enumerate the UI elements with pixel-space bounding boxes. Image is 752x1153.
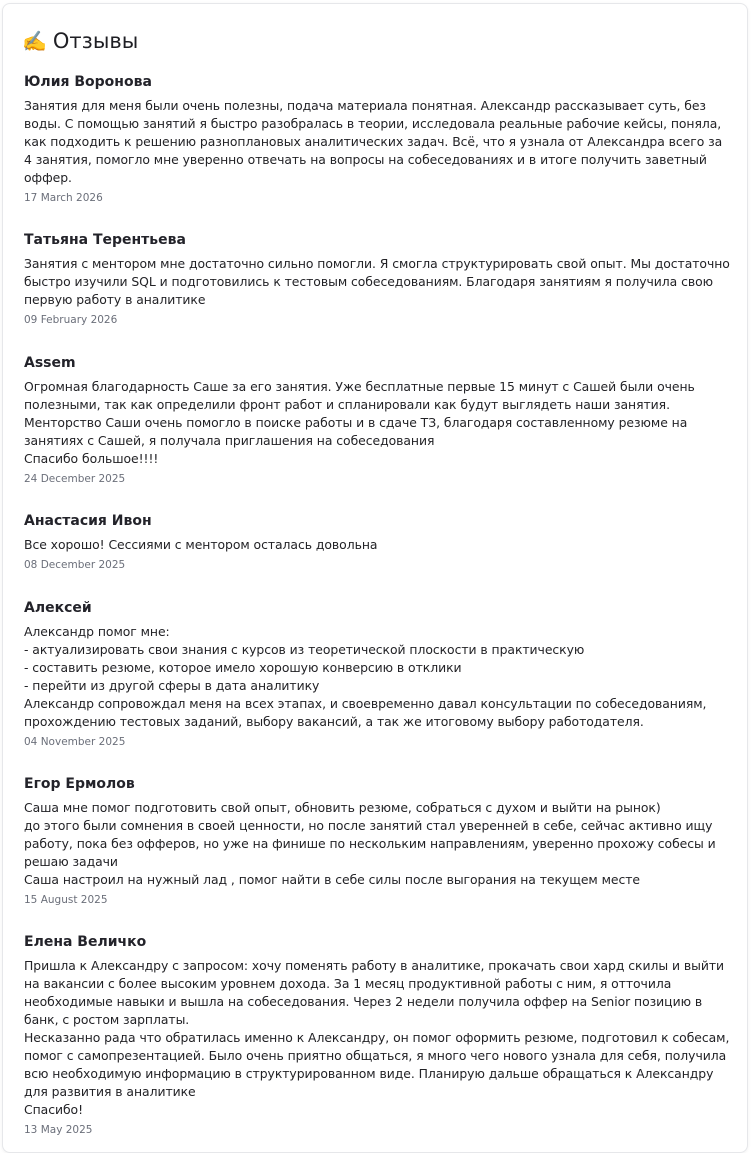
review-date: 24 December 2025 (24, 473, 126, 485)
review-item (24, 933, 732, 1137)
review-text: Александр помог мне: - актуализировать свои знания с курсов из теоретической плоскости в практическую - составить резюме, которое имело хорошую конверсию в отклики - перейти из другой сферы в дата аналитику Александр сопровождал меня на всех этапах, и своевременно давал консультации по собеседованиям, прохождению тестовых заданий, выбору вакансий, а так же итоговому выбору работодателя. (24, 624, 707, 729)
review-text: Саша мне помог подготовить свой опыт, обновить резюме, собраться с духом и выйти на рынок) до этого были сомнения в своей ценности, но после занятий стал уверенней в себе, сейчас активно ищу работу, пока без офферов, но уже на финише по нескольким направлениям, уверенно прохожу собесы и решаю задачи Саша настроил на нужный лад , помог найти в себе силы после выгорания на текущем месте (24, 800, 716, 887)
review-author: Юлия Воронова (24, 74, 152, 90)
review-date: 17 March 2026 (24, 192, 103, 204)
review-date: 13 May 2025 (24, 1124, 93, 1136)
review-author: Егор Ермолов (24, 776, 135, 792)
review-text: Огромная благодарность Саше за его занятия. Уже бесплатные первые 15 минут с Сашей были очень полезными, так как определили фронт работ и спланировали как будут выглядеть наши занятия. Менторство Саши очень помогло в поиске работы и в сдаче ТЗ, благодаря составленному резюме на занятиях с Сашей, я получала приглашения на собеседования Спасибо большое!!!! (24, 379, 695, 466)
review-item (24, 354, 732, 486)
review-text: Занятия для меня были очень полезны, подача материала понятная. Александр рассказывает суть, без воды. С помощью занятий я быстро разобралась в теории, исследовала реальные рабочие кейсы, поняла, как подходить к решению разноплановых аналитических задач. Всё, что я узнала от Александра всего за 4 занятия, помогло мне уверенно отвечать на вопросы на собеседованиях и в итоге получить заветный оффер. (24, 98, 723, 185)
review-item (24, 231, 732, 327)
review-item (24, 775, 732, 907)
review-author: Assem (24, 355, 76, 371)
review-text: Все хорошо! Сессиями с ментором осталась довольна (24, 537, 378, 552)
review-date: 09 February 2026 (24, 314, 118, 326)
section-title: Отзывы (52, 29, 139, 53)
review-text: Занятия с ментором мне достаточно сильно помогли. Я смогла структурировать свой опыт. Мы достаточно быстро изучили SQL и подготовились к тестовым собеседованиям. Благодаря занятиям я получила свою первую работу в аналитике (24, 256, 730, 307)
review-author: Татьяна Терентьева (24, 232, 186, 248)
review-item (24, 73, 732, 205)
review-date: 08 December 2025 (24, 559, 126, 571)
review-text: Пришла к Александру с запросом: хочу поменять работу в аналитике, прокачать свои хард скилы и выйти на вакансии с более высоким уровнем дохода. За 1 месяц продуктивной работы с ним, я отточила необходимые навыки и вышла на собеседования. Через 2 недели получила оффер на Senior позицию в банк, с ростом зарплаты. Несказанно рада что обратилась именно к Александру, он помог оформить резюме, подготовил к собесам, помог с самопрезентацией. Было очень приятно общаться, я много чего нового узнала для себя, получила всю необходимую информацию в структурированном виде. Планирую дальше обращаться к Александру для развития в аналитике Спасибо! (24, 958, 730, 1117)
writing-hand-icon: ✍️ (22, 29, 47, 53)
review-date: 04 November 2025 (24, 736, 126, 748)
review-author: Елена Величко (24, 934, 147, 950)
reviews-header (22, 26, 138, 56)
review-author: Анастасия Ивон (24, 513, 152, 529)
review-item (24, 599, 732, 749)
review-date: 15 August 2025 (24, 894, 108, 906)
review-author: Алексей (24, 600, 92, 616)
review-item (24, 512, 732, 572)
